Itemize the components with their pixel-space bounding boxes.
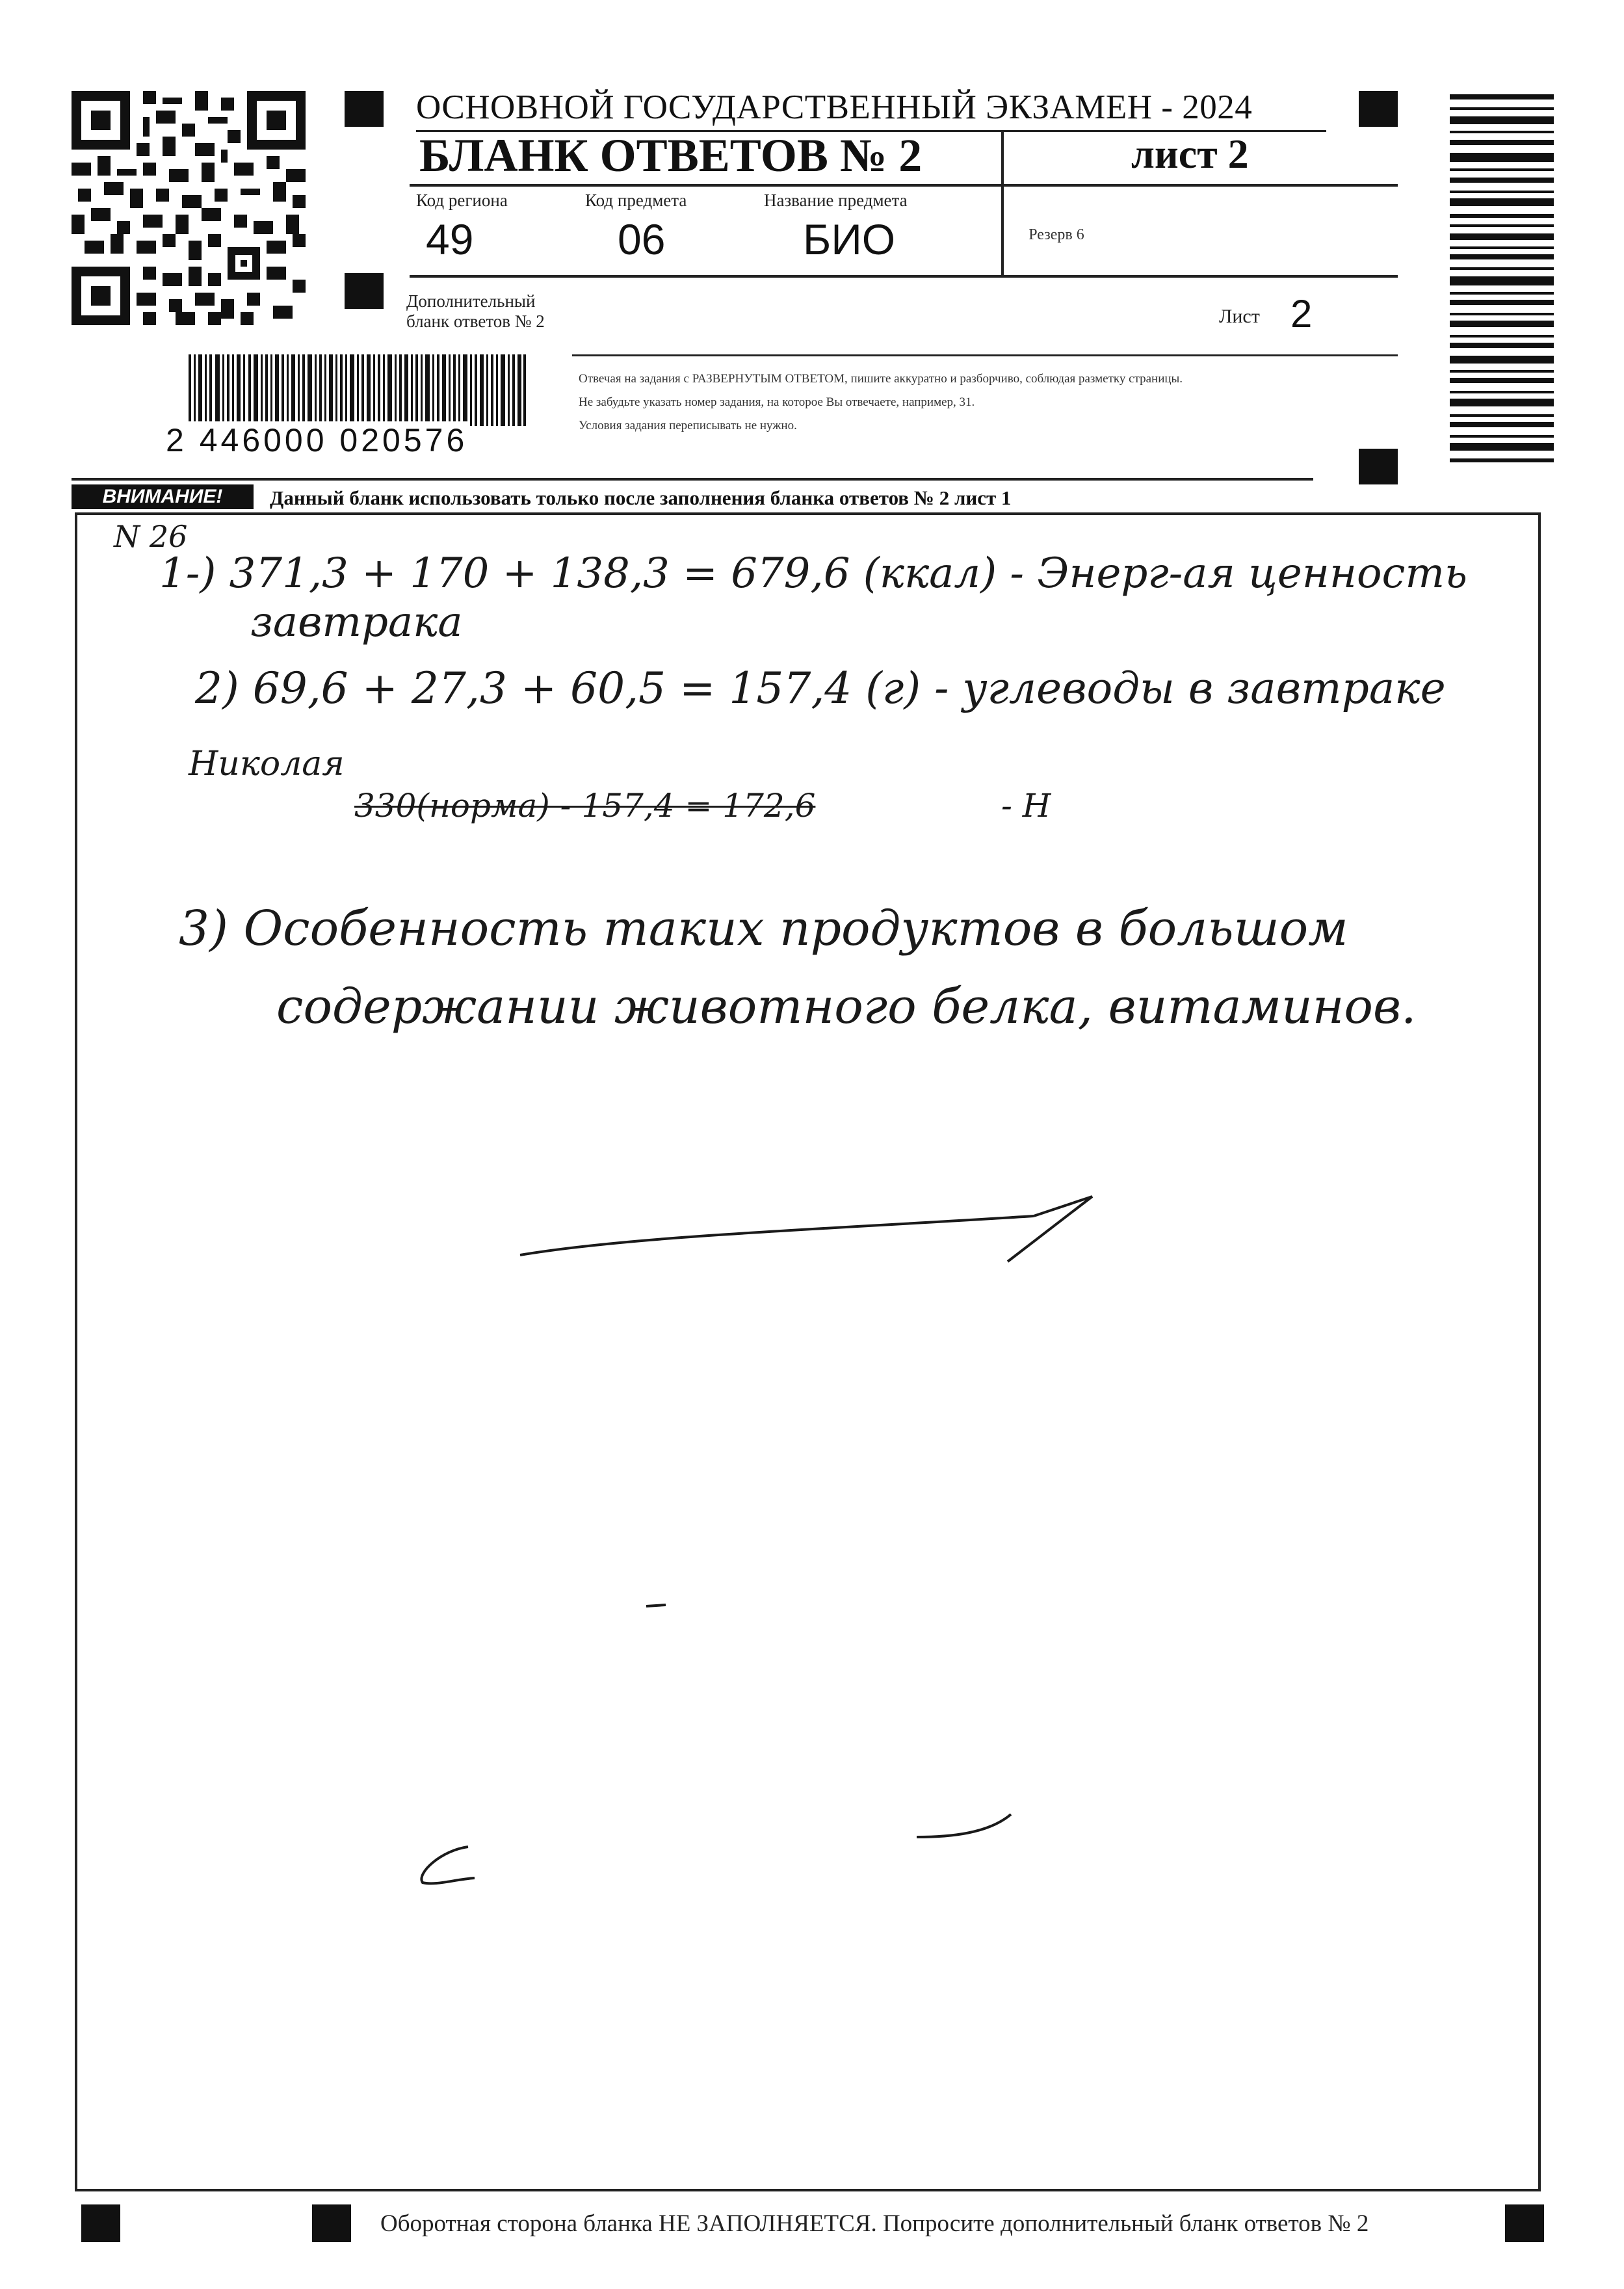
alignment-marker-top-right [1359, 91, 1398, 127]
side-barcode [1450, 94, 1554, 468]
answer-line-3: 2) 69,6 + 27,3 + 60,5 = 157,4 (г) - углеводы в завтраке [195, 663, 1446, 713]
alignment-marker-mid-left [345, 273, 384, 309]
qr-code [72, 91, 306, 325]
answer-line-4: Николая [189, 745, 345, 784]
header-rule-3 [572, 354, 1398, 356]
additional-form-label-line2: бланк ответов № 2 [406, 311, 545, 332]
exam-title: ОСНОВНОЙ ГОСУДАРСТВЕННЫЙ ЭКЗАМЕН - 2024 [416, 88, 1253, 126]
stray-mark-3 [910, 1808, 1021, 1847]
footer-text: Оборотная сторона бланка НЕ ЗАПОЛНЯЕТСЯ. Попросите дополнительный бланк ответов № 2 [380, 2210, 1369, 2237]
subject-code-label: Код предмета [585, 191, 687, 210]
answer-closing-stroke [507, 1184, 1118, 1275]
alignment-marker-top-left [345, 91, 384, 127]
attention-rule [72, 478, 1313, 481]
task-number: N 26 [114, 519, 188, 554]
instructions-line2: Не забудьте указать номер задания, на которое Вы отвечаете, например, 31. [579, 395, 975, 409]
subject-name-value: БИО [803, 215, 896, 263]
header-rule-2 [410, 275, 1398, 278]
subject-name-label: Название предмета [764, 191, 908, 210]
stray-mark-2 [410, 1840, 488, 1892]
form-barcode [189, 354, 527, 426]
alignment-marker-bottom-right [1505, 2204, 1544, 2242]
header-rule-1 [410, 184, 1398, 187]
form-title: БЛАНК ОТВЕТОВ № 2 [419, 129, 923, 181]
region-code-value: 49 [426, 215, 474, 263]
reserve-label: Резерв 6 [1028, 226, 1084, 243]
answer-line-1: 1-) 371,3 + 170 + 138,3 = 679,6 (ккал) - Энерг-ая ценность [159, 549, 1467, 598]
alignment-marker-bottom-mid [312, 2204, 351, 2242]
sheet-label: Лист [1219, 306, 1260, 327]
sheet-value: 2 [1290, 292, 1313, 336]
additional-form-label [406, 291, 545, 332]
additional-form-label-line1: Дополнительный [406, 291, 536, 311]
region-code-label: Код региона [416, 191, 508, 210]
attention-badge: ВНИМАНИЕ! [72, 484, 254, 509]
barcode-number: 2 446000 020576 [166, 422, 468, 458]
alignment-marker-mid-right [1359, 449, 1398, 484]
alignment-marker-bottom-left [81, 2204, 120, 2242]
answer-line-5-struck: 330(норма) - 157,4 = 172,6 [354, 787, 816, 825]
answer-line-5-tail: - Н [1001, 787, 1051, 825]
answer-line-6: 3) Особенность таких продуктов в большом [179, 901, 1348, 957]
instructions-line3: Условия задания переписывать не нужно. [579, 418, 797, 432]
attention-text: Данный бланк использовать только после заполнения бланка ответов № 2 лист 1 [270, 486, 1012, 509]
stray-mark-1 [644, 1600, 670, 1613]
sheet-title: лист 2 [1131, 131, 1249, 177]
answer-line-7: содержании животного белка, витаминов. [276, 979, 1417, 1035]
answer-line-2: завтрака [250, 598, 463, 646]
instructions-line1: Отвечая на задания с РАЗВЕРНУТЫМ ОТВЕТОМ, пишите аккуратно и разборчиво, соблюдая разметку страницы. [579, 372, 1183, 386]
instructions [579, 372, 1391, 433]
title-divider [1001, 130, 1004, 187]
subject-code-value: 06 [618, 215, 666, 263]
